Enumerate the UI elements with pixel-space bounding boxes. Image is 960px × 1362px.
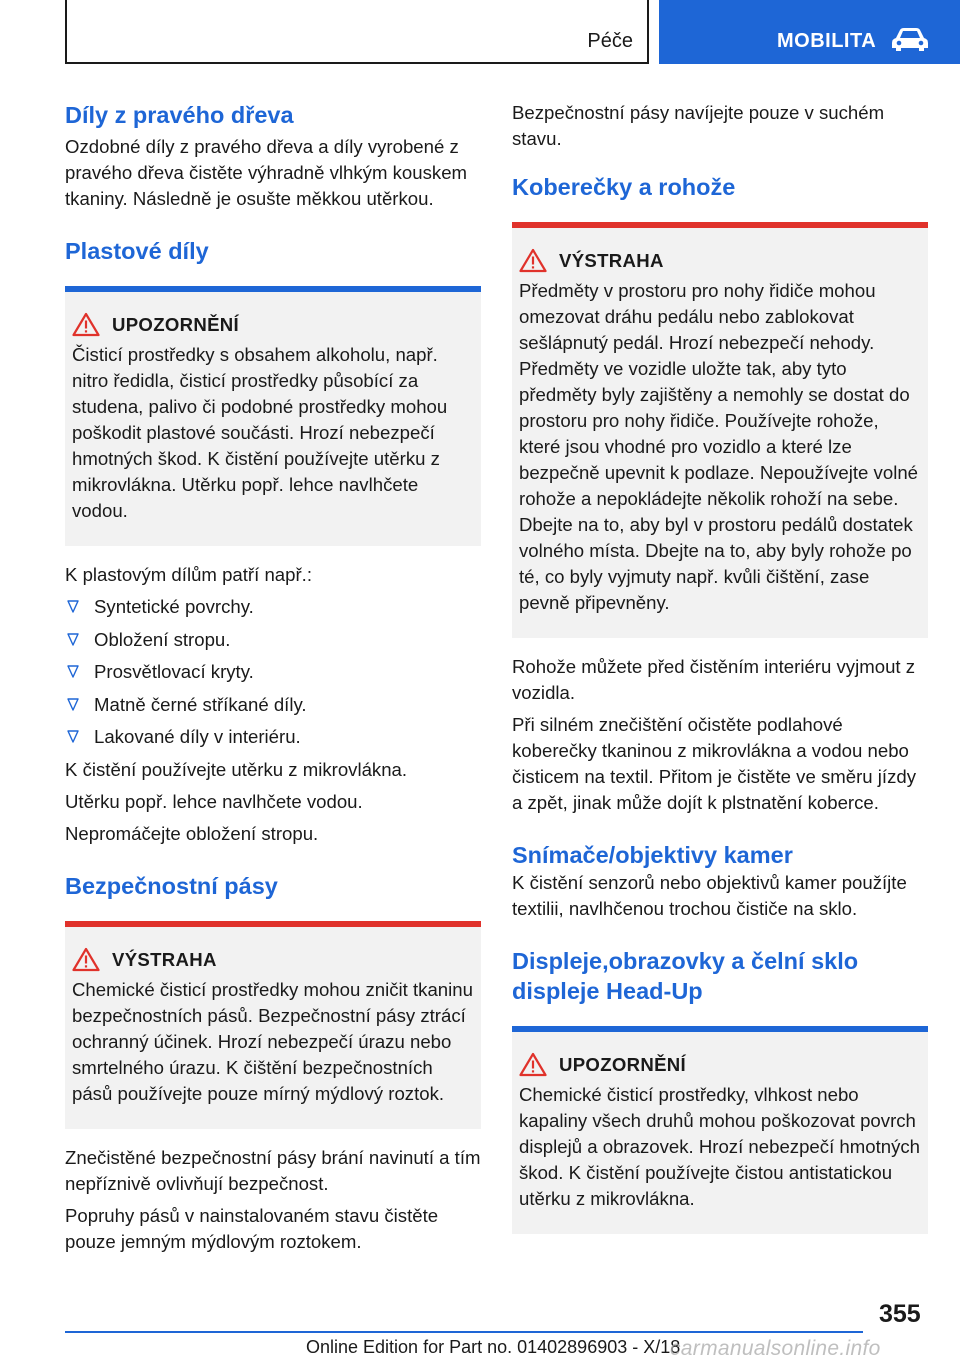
footer-edition: Online Edition for Part no. 01402896903 - X/18 (306, 1337, 681, 1357)
bullet-triangle-icon (67, 730, 79, 743)
heading-camera-sensors: Snímače/objektivy kamer (512, 842, 793, 868)
notice-title: UPOZORNĚNÍ (112, 314, 239, 335)
heading-plastic-parts: Plastové díly (65, 238, 209, 264)
footer-divider (65, 1331, 863, 1333)
bullet-triangle-icon (67, 600, 79, 613)
list-item: Obložení stropu. (65, 627, 481, 653)
bullet-triangle-icon (67, 698, 79, 711)
page-header (0, 0, 960, 66)
paragraph-damp-cloth: Utěrku popř. lehce navlhčete vodou. (65, 790, 363, 812)
warning-triangle-icon (519, 1052, 547, 1077)
notice-title: VÝSTRAHA (559, 250, 664, 271)
heading-wood-parts: Díly z pravého dřeva (65, 102, 294, 128)
notice-title: UPOZORNĚNÍ (559, 1054, 686, 1075)
bullet-triangle-icon (67, 633, 79, 646)
bullet-triangle-icon (67, 665, 79, 678)
notice-title: VÝSTRAHA (112, 948, 217, 970)
right-column (512, 100, 928, 1234)
list-item: Lakované díly v interiéru. (65, 724, 481, 750)
list-item: Prosvětlovací kryty. (65, 659, 481, 685)
list-item: Matně černé stříkané díly. (65, 692, 481, 718)
warning-triangle-icon (519, 248, 547, 273)
notice-text: Chemické čisticí prostředky mohou zničit tkaninu bezpečnostních pásů. Bezpečnostní pásy ztrácí ochranný účinek. Hrozí nebezpečí úrazu nebo smrtelného úrazu. K čištění bezpečnostních pásů používejte pouze mírný mýdlový roztok. (72, 978, 473, 1104)
paragraph-belts-dirty: Znečistěné bezpečnostní pásy brání navinutí a tím nepříznivě ovlivňují bezpečnost. (65, 1146, 481, 1194)
notice-text: Chemické čisticí prostředky, vlhkost nebo kapaliny všech druhů mohou poškozovat povrch displejů a obrazovek. Hrozí nebezpečí hmotných škod. K čistění používejte čistou antistatickou utěrku z mikrovlákna. (519, 1084, 921, 1209)
heading-displays: Displeje,obrazovky a čelní sklo displeje Head-Up (512, 948, 859, 1004)
list-item: Syntetické povrchy. (65, 594, 481, 620)
paragraph-microfiber: K čistění používejte utěrku z mikrovlákna. (65, 758, 408, 780)
page-number: 355 (879, 1300, 921, 1328)
notice-plastic-caution (65, 286, 481, 546)
chapter-tab (659, 0, 960, 64)
paragraph-wood-parts: Ozdobné díly z pravého dřeva a díly vyrobené z pravého dřeva čistěte výhradně vlhkým kouskem tkaniny. Následně je osušte měkkou utěrkou. (65, 136, 468, 209)
paragraph-mats-dirty: Při silném znečištění očistěte podlahové koberečky tkaninou z mikrovlákna a vodou nebo čisticem na textil. Přitom je čistěte ve směru jízdy a zpět, jinak může dojít k plstnatění koberce. (512, 714, 917, 813)
plastic-parts-list (65, 594, 481, 750)
warning-triangle-icon (72, 312, 100, 337)
chapter-tab-label: MOBILITA (777, 30, 877, 52)
warning-triangle-icon (72, 947, 100, 972)
heading-floor-mats: Koberečky a rohože (512, 174, 736, 200)
paragraph-headliner: Nepromáčejte obložení stropu. (65, 822, 319, 844)
notice-displays-caution (512, 1026, 928, 1234)
paragraph-camera-sensors: K čistění senzorů nebo objektivů kamer použíjte textilii, navlhčenou trochou čističe na sklo. (512, 872, 907, 919)
notice-text: Předměty v prostoru pro nohy řidiče mohou omezovat dráhu pedálu nebo zablokovat sešlápnutý pedál. Hrozí nebezpečí nehody. Předměty ve vozidle uložte tak, aby tyto předměty byly zajištěny a nemohly se dostat do prostoru pro nohy řidiče. Používejte rohože, které jsou vhodné pro vozidlo a které lze bezpečně upevnit k podlaze. Nepoužívejte volné rohože a nepokládejte několik rohoží na sebe. Dbejte na to, aby byl v prostoru pedálů dostatek volného místa. Dbejte na to, aby byly rohože po té, co byly vyjmuty např. kvůli čištění, zase pevně připevněny. (519, 280, 919, 613)
left-column (65, 100, 481, 1255)
heading-seat-belts: Bezpečnostní pásy (65, 872, 278, 899)
notice-floor-mats-warning (512, 222, 928, 638)
section-label: Péče (587, 30, 633, 52)
paragraph-belts-clean: Popruhy pásů v nainstalovaném stavu čistěte pouze jemným mýdlovým roztokem. (65, 1204, 439, 1252)
paragraph-plastic-list-intro: K plastovým dílům patří např.: (65, 564, 312, 585)
section-header-box (65, 0, 649, 64)
notice-text: Čisticí prostředky s obsahem alkoholu, např. nitro ředidla, čisticí prostředky působící za studena, palivo či podobné prostředky mohou poškodit plastové součásti. Hrozí nebezpečí hmotných škod. K čistění používejte utěrku z mikrovlákna. Utěrku popř. lehce navlhčete vodou. (72, 344, 448, 521)
notice-seat-belts-warning (65, 921, 481, 1129)
watermark: carmanualsonline.info (670, 1337, 881, 1360)
paragraph-belts-dry: Bezpečnostní pásy navíjejte pouze v suchém stavu. (512, 102, 885, 149)
car-icon (891, 27, 929, 53)
paragraph-mats-remove: Rohože můžete před čistěním interiéru vyjmout z vozidla. (512, 656, 916, 703)
